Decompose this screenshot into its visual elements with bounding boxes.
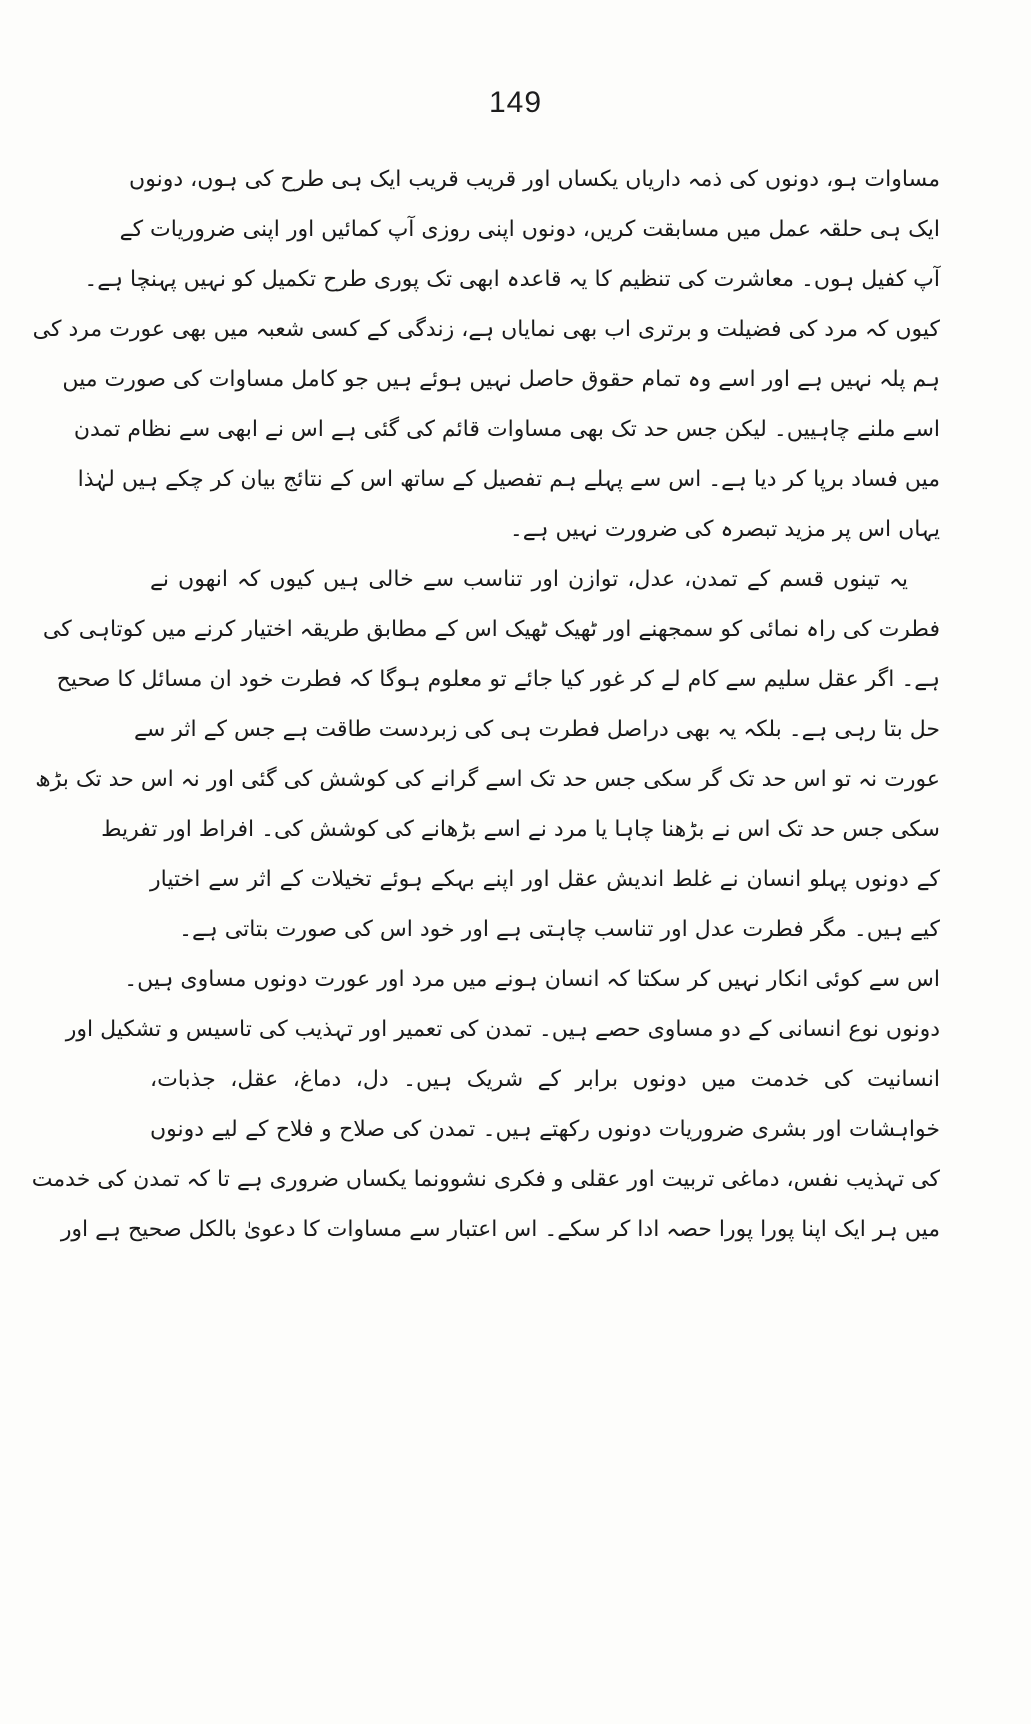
text-line: دونوں نوع انسانی کے دو مساوی حصے ہیں۔ تمدن کی تعمیر اور تہذیب کی تاسیس و تشکیل اور	[65, 1017, 940, 1042]
text-line: اسے ملنے چاہییں۔ لیکن جس حد تک بھی مساوات قائم کی گئی ہے اس نے ابھی سے نظام تمدن	[73, 417, 940, 442]
text-line: کیے ہیں۔ مگر فطرت عدل اور تناسب چاہتی ہے اور خود اس کی صورت بتاتی ہے۔	[179, 917, 940, 942]
text-line: میں فساد برپا کر دیا ہے۔ اس سے پہلے ہم تفصیل کے ساتھ اس کے نتائج بیان کر چکے ہیں لہٰذا	[77, 467, 940, 492]
text-line: یہ تینوں قسم کے تمدن، عدل، توازن اور تناسب سے خالی ہیں کیوں کہ انھوں نے	[150, 567, 908, 592]
text-line: سکی جس حد تک اس نے بڑھنا چاہا یا مرد نے اسے بڑھانے کی کوشش کی۔ افراط اور تفریط	[101, 817, 940, 842]
body-text	[31, 155, 940, 1255]
text-line: ایک ہی حلقہ عمل میں مسابقت کریں، دونوں اپنی روزی آپ کمائیں اور اپنی ضروریات کے	[119, 217, 940, 242]
text-line: خواہشات اور بشری ضروریات دونوں رکھتے ہیں۔ تمدن کی صلاح و فلاح کے لیے دونوں	[150, 1117, 940, 1142]
text-line: عورت نہ تو اس حد تک گر سکی جس حد تک اسے گرانے کی کوشش کی گئی اور نہ اس حد تک بڑھ	[35, 767, 940, 792]
text-line: مساوات ہو، دونوں کی ذمہ داریاں یکساں اور قریب قریب ایک ہی طرح کی ہوں، دونوں	[129, 167, 940, 192]
text-line: حل بتا رہی ہے۔ بلکہ یہ بھی دراصل فطرت ہی کی زبردست طاقت ہے جس کے اثر سے	[133, 717, 940, 742]
text-line: کیوں کہ مرد کی فضیلت و برتری اب بھی نمایاں ہے، زندگی کے کسی شعبہ میں بھی عورت مرد کی	[32, 317, 940, 342]
text-line: میں ہر ایک اپنا پورا پورا حصہ ادا کر سکے۔ اس اعتبار سے مساوات کا دعویٰ بالکل صحیح ہے اور	[60, 1217, 940, 1242]
text-line: کے دونوں پہلو انسان نے غلط اندیش عقل اور اپنے بہکے ہوئے تخیلات کے اثر سے اختیار	[150, 867, 940, 892]
text-line: کی تہذیب نفس، دماغی تربیت اور عقلی و فکری نشوونما یکساں ضروری ہے تا کہ تمدن کی خدمت	[31, 1167, 940, 1192]
text-line: اس سے کوئی انکار نہیں کر سکتا کہ انسان ہونے میں مرد اور عورت دونوں مساوی ہیں۔	[124, 967, 940, 992]
text-line: آپ کفیل ہوں۔ معاشرت کی تنظیم کا یہ قاعدہ ابھی تک پوری طرح تکمیل کو نہیں پہنچا ہے۔	[84, 267, 940, 292]
text-line: یہاں اس پر مزید تبصرہ کی ضرورت نہیں ہے۔	[509, 517, 940, 542]
text-line: ہے۔ اگر عقل سلیم سے کام لے کر غور کیا جائے تو معلوم ہوگا کہ فطرت خود ان مسائل کا صحیح	[56, 667, 940, 692]
text-line: انسانیت کی خدمت میں دونوں برابر کے شریک ہیں۔ دل، دماغ، عقل، جذبات،	[150, 1067, 940, 1092]
text-line: فطرت کی راہ نمائی کو سمجھنے اور ٹھیک ٹھیک اس کے مطابق طریقہ اختیار کرنے میں کوتاہی کی	[42, 617, 940, 642]
text-line: ہم پلہ نہیں ہے اور اسے وہ تمام حقوق حاصل نہیں ہوئے ہیں جو کامل مساوات کی صورت میں	[62, 367, 940, 392]
page-number: 149	[488, 86, 543, 119]
